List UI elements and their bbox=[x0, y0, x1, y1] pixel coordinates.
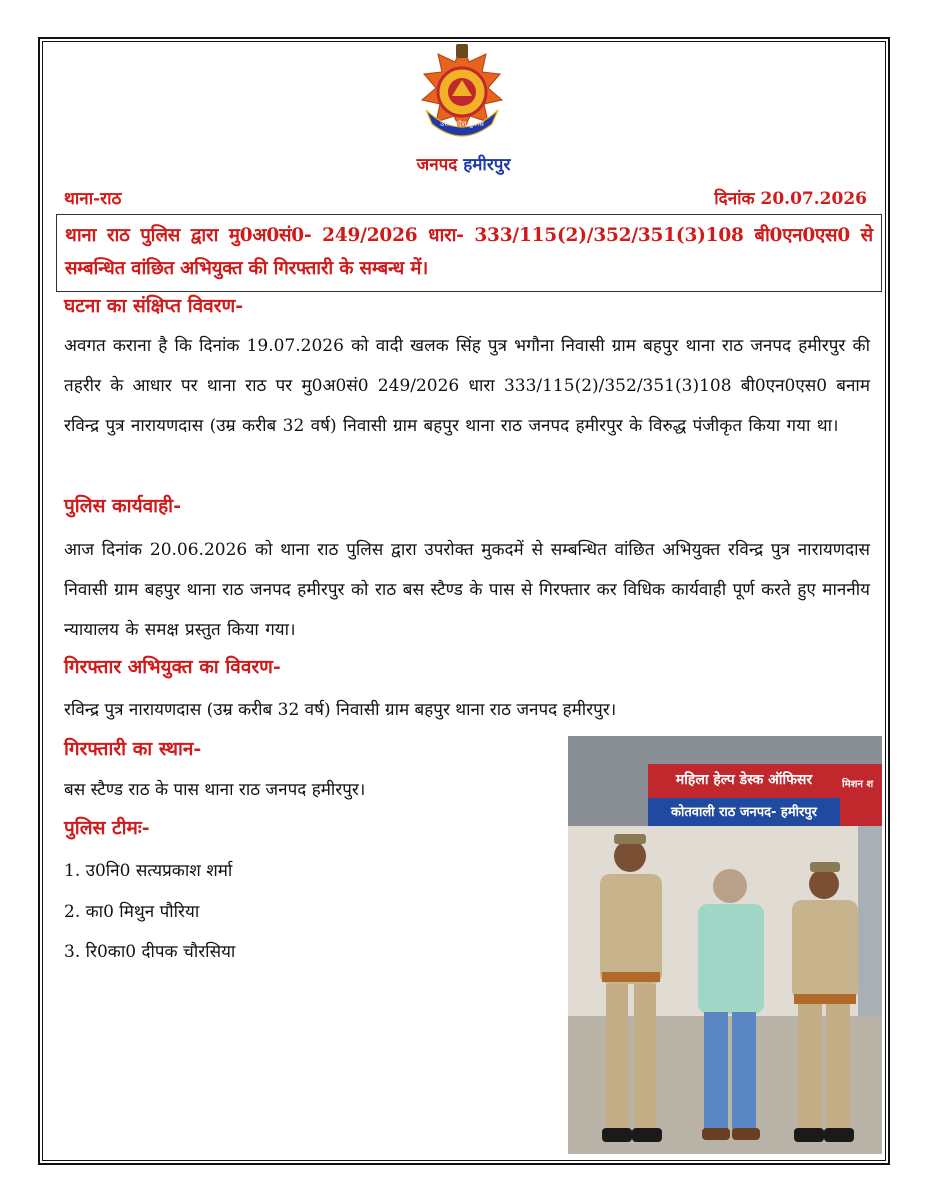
arrest-place: बस स्टैण्ड राठ के पास थाना राठ जनपद हमीरपुर। bbox=[64, 780, 366, 800]
team-member-1: 1. उ0नि0 सत्यप्रकाश शर्मा bbox=[64, 861, 233, 881]
thana-label: थाना-राठ bbox=[64, 189, 122, 209]
incident-paragraph: अवगत कराना है कि दिनांक 19.07.2026 को वादी खलक सिंह पुत्र भगौना निवासी ग्राम बहपुर थाना राठ जनपद हमीरपुर की तहरीर के आधार पर थाना राठ पर मु0अ0सं0 249/2026 धारा 333/115(2)/352/351(3)108 बी0एन0एस0 बनाम रविन्द्र पुत्र नारायणदास (उम्र करीब 32 वर्ष) निवासी ग्राम बहपुर थाना राठ जनपद हमीरपुर के विरुद्ध पंजीकृत किया गया था। bbox=[64, 336, 870, 436]
district-name: हमीरपुर bbox=[463, 155, 511, 175]
sign-kotwali: कोतवाली राठ जनपद- हमीरपुर bbox=[671, 805, 817, 820]
team-member-2: 2. का0 मिथुन पौरिया bbox=[64, 902, 200, 922]
action-paragraph: आज दिनांक 20.06.2026 को थाना राठ पुलिस द्वारा उपरोक्त मुकदमें से सम्बन्धित वांछित अभियुक्त रविन्द्र पुत्र नारायणदास निवासी ग्राम बहपुर थाना राठ जनपद हमीरपुर को राठ बस स्टैण्ड के पास से गिरफ्तार कर विधिक कार्यवाही पूर्ण करते हुए माननीय न्यायालय के समक्ष प्रस्तुत किया गया। bbox=[64, 540, 870, 640]
district-prefix: जनपद bbox=[416, 155, 458, 175]
sign-help-desk: महिला हेल्प डेस्क ऑफिसर bbox=[675, 772, 813, 788]
police-team-heading: पुलिस टीमः- bbox=[64, 817, 150, 839]
accused-heading: गिरफ्तार अभियुक्त का विवरण- bbox=[64, 656, 281, 678]
emblem-text: उत्तर प्रदेश पुलिस bbox=[440, 120, 484, 128]
report-date: दिनांक 20.07.2026 bbox=[714, 189, 867, 209]
incident-heading: घटना का संक्षिप्त विवरण- bbox=[64, 295, 244, 317]
accused-details: रविन्द्र पुत्र नारायणदास (उम्र करीब 32 वर्ष) निवासी ग्राम बहपुर थाना राठ जनपद हमीरपुर। bbox=[64, 700, 617, 720]
team-member-3: 3. रि0का0 दीपक चौरसिया bbox=[64, 942, 236, 962]
action-heading: पुलिस कार्यवाही- bbox=[64, 495, 181, 517]
arrest-photograph bbox=[568, 736, 882, 1154]
district-title bbox=[0, 152, 927, 175]
subject-box: थाना राठ पुलिस द्वारा मु0अ0सं0- 249/2026 धारा- 333/115(2)/352/351(3)108 बी0एन0एस0 से सम्बन्धित वांछित अभियुक्त की गिरफ्तारी के सम्बन्ध में। bbox=[56, 214, 882, 292]
arrest-place-heading: गिरफ्तारी का स्थान- bbox=[64, 738, 202, 760]
sign-mission: मिशन श bbox=[842, 779, 874, 790]
